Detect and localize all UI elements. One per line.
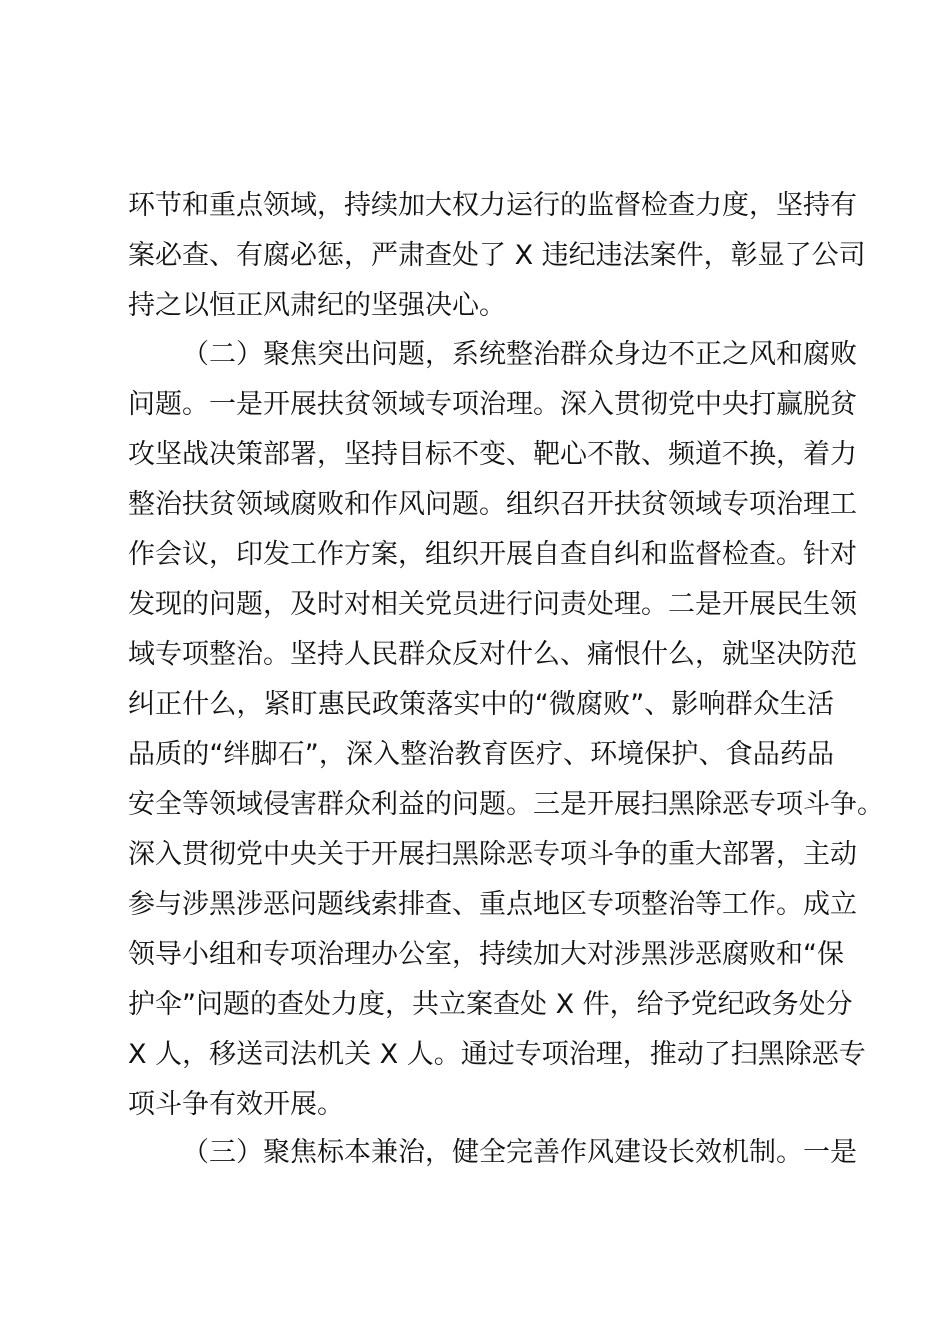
paragraph-1	[128, 181, 866, 331]
paragraph-line: 持之以恒正风肃纪的坚强决心。	[128, 290, 506, 321]
paragraph-line: 护伞”问题的查处力度，共立案查处 X 件，给予党纪政务处分	[128, 989, 853, 1020]
paragraph-line: 域专项整治。坚持人民群众反对什么、痛恨什么，就坚决防范	[128, 639, 857, 670]
paragraph-line: X 人，移送司法机关 X 人。通过专项治理，推动了扫黑除恶专	[128, 1039, 866, 1070]
paragraph-2	[128, 330, 884, 1130]
paragraph-line: 项斗争有效开展。	[128, 1089, 344, 1120]
paragraph-line: 纠正什么，紧盯惠民政策落实中的“微腐败”、影响群众生活	[128, 689, 834, 720]
paragraph-line: 安全等领域侵害群众利益的问题。三是开展扫黑除恶专项斗争。	[128, 789, 884, 820]
paragraph-line: 环节和重点领域，持续加大权力运行的监督检查力度，坚持有	[128, 190, 857, 221]
paragraph-line: 作会议，印发工作方案，组织开展自查自纠和监督检查。针对	[128, 539, 857, 570]
paragraph-line: 品质的“绊脚石”，深入整治教育医疗、环境保护、食品药品	[128, 739, 834, 770]
paragraph-line: 深入贯彻党中央关于开展扫黑除恶专项斗争的重大部署，主动	[128, 839, 857, 870]
paragraph-line: 案必查、有腐必惩，严肃查处了 X 违纪违法案件，彰显了公司	[128, 240, 866, 271]
paragraph-3	[128, 1128, 857, 1178]
paragraph-line: 整治扶贫领域腐败和作风问题。组织召开扶贫领域专项治理工	[128, 489, 857, 520]
paragraph-line: 问题。一是开展扶贫领域专项治理。深入贯彻党中央打赢脱贫	[128, 389, 857, 420]
paragraph-line: 攻坚战决策部署，坚持目标不变、靶心不散、频道不换，着力	[128, 439, 857, 470]
paragraph-line: 参与涉黑涉恶问题线索排查、重点地区专项整治等工作。成立	[128, 889, 857, 920]
paragraph-line: 领导小组和专项治理办公室，持续加大对涉黑涉恶腐败和“保	[128, 939, 844, 970]
section-heading-line: （三）聚焦标本兼治，健全完善作风建设长效机制。一是	[182, 1137, 857, 1168]
paragraph-line: 发现的问题，及时对相关党员进行问责处理。二是开展民生领	[128, 589, 857, 620]
section-heading-line: （二）聚焦突出问题，系统整治群众身边不正之风和腐败	[182, 339, 857, 370]
